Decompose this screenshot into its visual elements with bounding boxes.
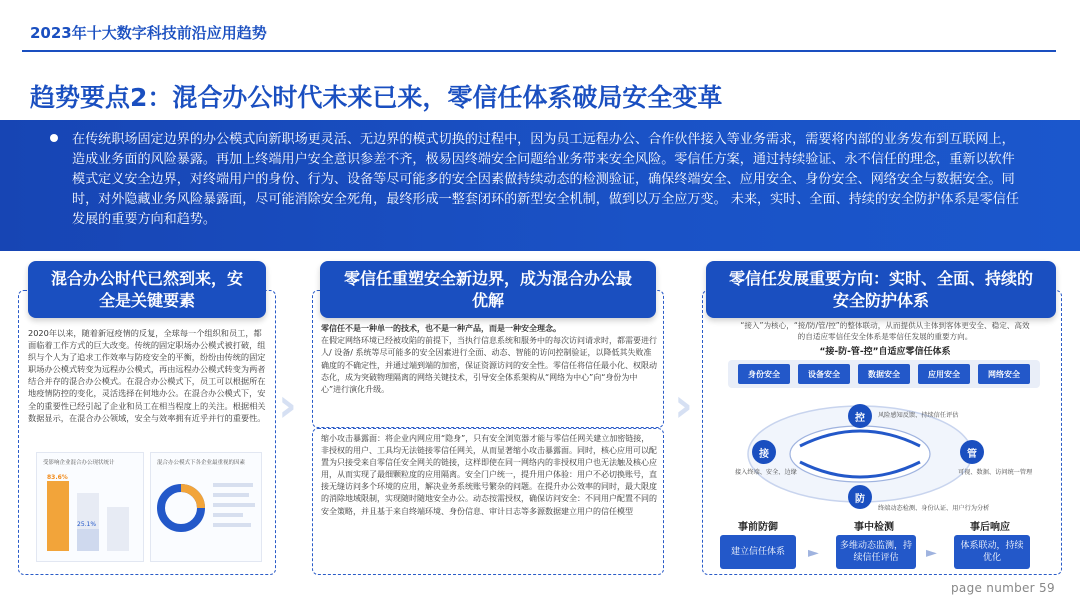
phase-label-after: 事后响应 — [970, 522, 1010, 533]
phase-box-after: 体系联动，持续优化 — [954, 535, 1030, 569]
mini-bar-3 — [107, 507, 129, 551]
header-divider — [22, 50, 1056, 52]
page-title: 趋势要点2：混合办公时代未来已来，零信任体系破局安全变革 — [30, 83, 723, 112]
cycle-label-left: 接入终端、安全、边缘 — [735, 469, 797, 476]
legend-line-5 — [213, 523, 251, 527]
col2-text2: 缩小攻击暴露面：将企业内网应用“隐身”，只有安全浏览器才能与零信任网关建立加密链接，非授权的用户、工具均无法链接零信任网关，从而显著缩小攻击暴露面。同时，核心应用可以配置为只接受来自零信任安全网关的链接，这样即使在同一网络内的非授权用户也无法触及核心应用，从而实现了最细颗粒度的应用隔离。安全门户统一，提升用户体验：用户不必切换账号，直接无缝访问多个环境的应用，解决业务系统账号繁杂的问题。在提升办公效率的同时，最大限度的消除地域限制，实现随时随地安全办公。动态按需授权，确保访问安全：不同用户配置不同的安全策略，并且基于来自终端环境、身份信息、审计日志等多源数据建立用户的信任模型 — [321, 434, 657, 516]
col3-heading: 零信任发展重要方向：实时、全面、持续的安全防护体系 — [706, 261, 1056, 318]
node-control: 控 — [848, 404, 872, 428]
cycle-inner-ring — [790, 426, 930, 482]
mini-chart-left-svg — [37, 453, 145, 563]
pill-device: 设备安全 — [798, 364, 850, 384]
intro-banner — [0, 120, 1080, 251]
phase-box-before: 建立信任体系 — [720, 535, 796, 569]
phase-box-during: 多维动态监测，持续信任评估 — [836, 535, 916, 569]
phase-arrow-2: ► — [926, 545, 937, 561]
phase-label-before: 事前防御 — [738, 522, 778, 533]
col1-text: 2020年以来，随着新冠疫情的反复，全球每一个组织和员工，都面临着工作方式的巨大改变。传统的固定职场办公模式被打破，组织与个人为了追求工作效率与防疫安全的平衡，纷纷由传统的固定职场办公模式转变为远程办公模式，再由远程办公模式转变为两者结合并存的混合办公模式。在混合办公模式下，员工可以根据所在地疫情防控的变化，灵活选择在何地办公。在混合办公模式下，安全的重要性已经引起了企业和员工在相当程度上的关注。根据相关数据显示，在混合办公领域，安全与效率拥有近乎并行的重要性。 — [28, 328, 266, 423]
col1-heading: 混合办公时代已然到来，安全是关键要素 — [28, 261, 266, 318]
legend-line-1 — [213, 483, 253, 487]
node-manage: 管 — [960, 440, 984, 464]
node-access: 接 — [752, 440, 776, 464]
col2-body1: 在假定网络环境已经被攻陷的前提下，当执行信息系统和服务中的每次访问请求时，都需要进行人/ 设备/ 系统等尽可能多的安全因素进行全面、动态、智能的访问控制验证，以降低其失败准确度的不确定性，并通过端到端的加密，保证资源访问的安全性。零信任将信任最小化、权限动态化，成为突破物理隔离的网络关键技术，引导安全体系架构从“网络为中心”向“身份为中心”进行演化升级。 — [321, 336, 657, 395]
col2-text1 — [321, 323, 657, 396]
chevron-arrow-1: › — [278, 378, 297, 432]
mini-chart-left-title: 受影响企业混合办公现状统计 — [43, 460, 115, 466]
header-title: 2023年十大数字科技前沿应用趋势 — [30, 24, 267, 42]
pill-network: 网络安全 — [978, 364, 1030, 384]
pill-application: 应用安全 — [918, 364, 970, 384]
pill-identity: 身份安全 — [738, 364, 790, 384]
phase-arrow-1: ► — [808, 545, 819, 561]
pill-data: 数据安全 — [858, 364, 910, 384]
node-defend: 防 — [848, 485, 872, 509]
chevron-arrow-2: › — [674, 378, 693, 432]
mini-bar-4 — [77, 529, 99, 551]
col2-heading: 零信任重塑安全新边界，成为混合办公最优解 — [320, 261, 656, 318]
mini-chart-left — [36, 452, 144, 562]
cycle-label-bottom: 终端动态检测、身份认证、用户行为分析 — [878, 505, 990, 512]
cycle-label-top: 风险感知反馈、持续信任评估 — [878, 412, 959, 419]
bullet-dot — [50, 134, 58, 142]
phase-label-during: 事中检测 — [854, 522, 894, 533]
mini-chart-right-svg — [151, 453, 263, 563]
intro-text: 在传统职场固定边界的办公模式向新职场更灵活、无边界的模式切换的过程中，因为员工远程办公、合作伙伴接入等业务需求，需要将内部的业务发布到互联网上，造成业务面的风险暴露。再加上终端用户安全意识参差不齐，极易因终端安全问题给业务带来安全风险。零信任方案，通过持续验证、永不信任的理念，重新以软件模式定义安全边界，对终端用户的身份、行为、设备等尽可能多的安全因素做持续动态的检测验证，确保终端安全、应用安全、身份安全、网络安全与数据安全。同时，对外隐藏业务风险暴露面，尽可能消除安全死角，最终形成一整套闭环的新型安全机制，做到以万全应万变。 未来，实时、全面、持续的安全防护体系是零信任发展的重要方向和趋势。 — [72, 132, 1019, 227]
legend-line-4 — [213, 513, 243, 517]
col2-lead: 零信任不是一种单一的技术，也不是一种产品，而是一种安全理念。 — [321, 324, 561, 333]
legend-line-3 — [213, 503, 255, 507]
mini-chart-left-value-2: 25.1% — [77, 521, 97, 528]
donut-segment — [181, 488, 201, 508]
col3-note: “接入”为核心，“接/防/管/控”的整体联动，从而提供从主体到客体更安全、稳定、高效的自适应零信任安全体系是零信任发展的重要方向。 — [740, 321, 1030, 341]
legend-line-2 — [213, 493, 249, 497]
mini-chart-right-title: 混合办公模式下各企业最重视的因素 — [157, 460, 246, 466]
page-number: page number 59 — [951, 581, 1055, 595]
mini-chart-left-value-1: 83.6% — [47, 474, 68, 481]
col3-subtitle: “接-防-管-控”自适应零信任体系 — [819, 347, 951, 357]
mini-chart-right — [150, 452, 262, 562]
mini-bar-1 — [47, 481, 69, 551]
cycle-label-right: 可视、数据、访问统一管理 — [958, 469, 1033, 476]
